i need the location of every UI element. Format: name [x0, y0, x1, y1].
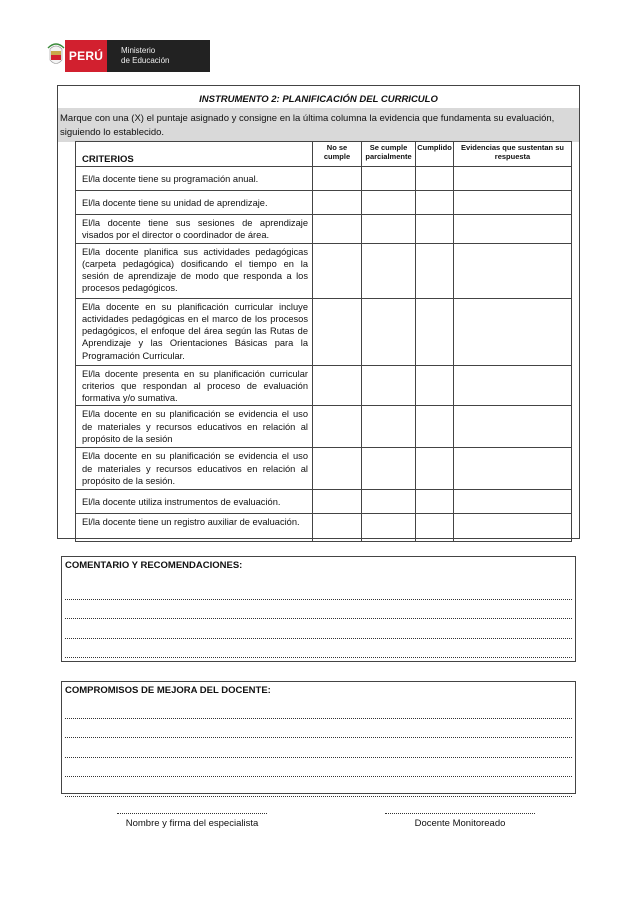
no-cumple-cell[interactable] [313, 167, 362, 191]
table-row [76, 514, 572, 542]
signature-line[interactable] [117, 808, 267, 814]
specialist-signature [117, 808, 267, 829]
teacher-signature-label: Docente Monitoreado [414, 818, 506, 829]
cumplido-cell[interactable] [416, 243, 454, 298]
criterion-text: El/la docente tiene un registro auxiliar de evaluación. [76, 514, 313, 542]
cumplido-cell[interactable] [416, 215, 454, 244]
criterion-text: El/la docente utiliza instrumentos de evaluación. [76, 490, 313, 514]
no-cumple-cell[interactable] [313, 406, 362, 448]
no-cumple-cell[interactable] [313, 243, 362, 298]
ministry-label [107, 40, 210, 72]
parcial-cell[interactable] [362, 514, 416, 542]
header-cumplido: Cumplido [416, 142, 454, 167]
ministry-logo [47, 40, 210, 72]
ministry-line-2: de Educación [121, 56, 170, 65]
parcial-cell[interactable] [362, 243, 416, 298]
commitment-line[interactable] [65, 738, 572, 758]
country-label: PERÚ [65, 40, 107, 72]
cumplido-cell[interactable] [416, 406, 454, 448]
table-row [76, 191, 572, 215]
instrument-section [57, 85, 580, 539]
specialist-signature-label: Nombre y firma del especialista [125, 818, 259, 829]
comment-line[interactable] [65, 619, 572, 639]
evidence-cell[interactable] [454, 215, 572, 244]
evidence-cell[interactable] [454, 514, 572, 542]
criterion-text: El/la docente tiene sus sesiones de aprendizaje visados por el director o coordinador de área. [76, 215, 313, 244]
commitment-line[interactable] [65, 777, 572, 797]
parcial-cell[interactable] [362, 167, 416, 191]
cumplido-cell[interactable] [416, 167, 454, 191]
no-cumple-cell[interactable] [313, 215, 362, 244]
criterion-text: El/la docente planifica sus actividades pedagógicas (carpeta pedagógica) dosificando el tiempo en la sesión de aprendizaje de modo que responda a los procesos pedagógicos. [76, 243, 313, 298]
evidence-cell[interactable] [454, 490, 572, 514]
evidence-cell[interactable] [454, 298, 572, 365]
parcial-cell[interactable] [362, 215, 416, 244]
cumplido-cell[interactable] [416, 365, 454, 406]
commitments-box [61, 681, 576, 794]
criterion-text: El/la docente presenta en su planificación curricular criterios que respondan al proceso de evaluación formativa y/o sumativa. [76, 365, 313, 406]
criterion-text: El/la docente tiene su programación anual. [76, 167, 313, 191]
evidence-cell[interactable] [454, 448, 572, 490]
criterion-text: El/la docente en su planificación se evidencia el uso de materiales y recursos educativos en relación al propósito de la sesión [76, 406, 313, 448]
criterion-text: El/la docente en su planificación se evidencia el uso de materiales y recursos educativos en relación al propósito de la sesión. [76, 448, 313, 490]
commitments-title: COMPROMISOS DE MEJORA DEL DOCENTE: [65, 685, 271, 696]
coat-of-arms-icon [47, 40, 65, 72]
criterion-text: El/la docente en su planificación curricular incluye actividades pedagógicas en el marco de los procesos pedagógicos, el enfoque del área según las Rutas de Aprendizaje y las Orientaciones Básicas para la Programación Curricular. [76, 298, 313, 365]
table-row [76, 448, 572, 490]
header-evidencias: Evidencias que sustentan su respuesta [454, 142, 572, 167]
evidence-cell[interactable] [454, 406, 572, 448]
parcial-cell[interactable] [362, 191, 416, 215]
teacher-signature [385, 808, 535, 829]
criterion-text: El/la docente tiene su unidad de aprendizaje. [76, 191, 313, 215]
cumplido-cell[interactable] [416, 298, 454, 365]
evidence-cell[interactable] [454, 167, 572, 191]
evidence-cell[interactable] [454, 365, 572, 406]
parcial-cell[interactable] [362, 448, 416, 490]
comments-box [61, 556, 576, 662]
cumplido-cell[interactable] [416, 191, 454, 215]
table-row [76, 406, 572, 448]
parcial-cell[interactable] [362, 406, 416, 448]
table-row [76, 490, 572, 514]
cumplido-cell[interactable] [416, 490, 454, 514]
header-parcial: Se cumple parcialmente [362, 142, 416, 167]
parcial-cell[interactable] [362, 365, 416, 406]
cumplido-cell[interactable] [416, 514, 454, 542]
comment-line[interactable] [65, 580, 572, 600]
table-row [76, 167, 572, 191]
commitment-line[interactable] [65, 719, 572, 739]
header-no-cumple: No se cumple [313, 142, 362, 167]
parcial-cell[interactable] [362, 490, 416, 514]
table-row [76, 243, 572, 298]
no-cumple-cell[interactable] [313, 514, 362, 542]
criteria-table [75, 141, 572, 542]
parcial-cell[interactable] [362, 298, 416, 365]
comments-title: COMENTARIO Y RECOMENDACIONES: [65, 560, 243, 571]
evidence-cell[interactable] [454, 243, 572, 298]
no-cumple-cell[interactable] [313, 490, 362, 514]
table-row [76, 298, 572, 365]
no-cumple-cell[interactable] [313, 448, 362, 490]
comment-line[interactable] [65, 639, 572, 659]
comment-line[interactable] [65, 600, 572, 620]
instructions-text: Marque con una (X) el puntaje asignado y consigne en la última columna la evidencia que fundamenta su evaluación, siguiendo lo establecido. [58, 108, 579, 142]
table-row [76, 365, 572, 406]
signature-line[interactable] [385, 808, 535, 814]
instrument-title: INSTRUMENTO 2: PLANIFICACIÓN DEL CURRICULO [199, 94, 438, 105]
evidence-cell[interactable] [454, 191, 572, 215]
ministry-line-1: Ministerio [121, 46, 156, 55]
no-cumple-cell[interactable] [313, 365, 362, 406]
cumplido-cell[interactable] [416, 448, 454, 490]
table-row [76, 215, 572, 244]
no-cumple-cell[interactable] [313, 191, 362, 215]
commitment-line[interactable] [65, 758, 572, 778]
header-criteria: CRITERIOS [76, 142, 313, 167]
commitment-line[interactable] [65, 699, 572, 719]
no-cumple-cell[interactable] [313, 298, 362, 365]
